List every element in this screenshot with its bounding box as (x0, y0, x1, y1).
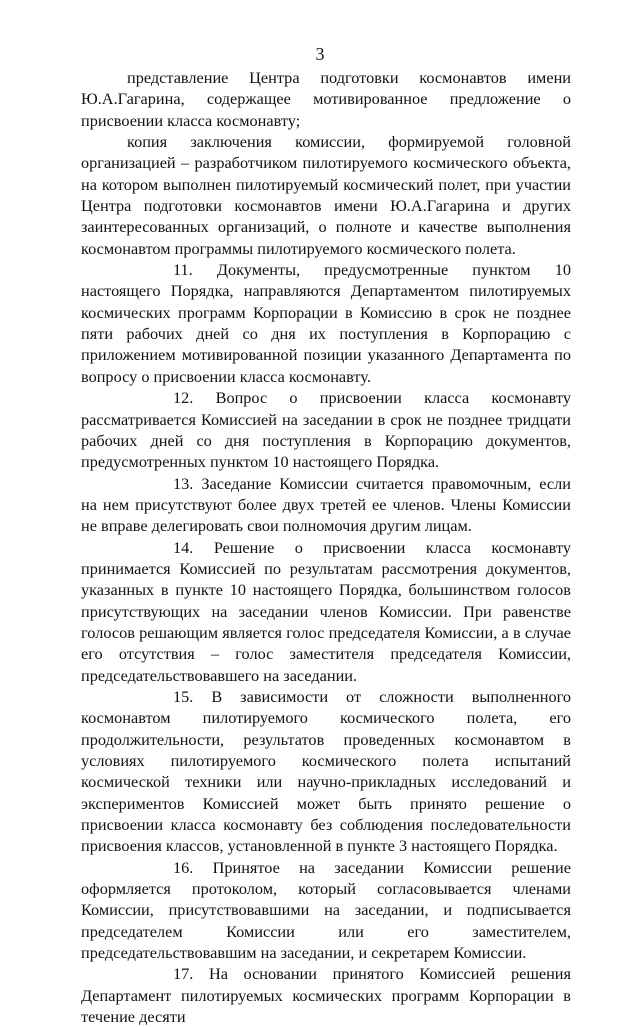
paragraph-item-13 (81, 473, 571, 537)
paragraph-text: В зависимости от сложности выполненного космонавтом пилотируемого космического полета, его продолжительности, результатов проведенных космонавтом в условиях пилотируемого космического полета испытаний космической техники или научно-прикладных исследований и экспериментов Комиссией может быть принято решение о присвоении класса космонавту без соблюдения последовательности присвоения классов, установленной в пункте 3 настоящего Порядка. (81, 686, 571, 856)
paragraph-item-12 (81, 387, 571, 472)
paragraph-text: На основании принятого Комиссией решения Департамент пилотируемых космических программ Корпорации в течение десяти (81, 964, 572, 1027)
item-number: 14. (173, 537, 194, 557)
paragraph-text: Вопрос о присвоении класса космонавту рассматривается Комиссией на заседании в срок не позднее тридцати рабочих дней со дня поступления в Корпорацию документов, предусмотренных пунктом 10 настоящего Порядка. (81, 388, 571, 472)
item-number: 16. (173, 857, 194, 877)
paragraph-item-17 (81, 963, 571, 1027)
paragraph-commission-copy (81, 131, 571, 259)
item-number: 13. (173, 473, 194, 493)
paragraph-text: Документы, предусмотренные пунктом 10 настоящего Порядка, направляются Департаментом пилотируемых космических программ Корпорации в Комиссию в срок не позднее пяти рабочих дней со дня их поступления в Корпорацию с приложением мотивированной позиции указанного Департамента по вопросу о присвоении класса космонавту. (81, 260, 571, 386)
item-number: 15. (173, 686, 194, 706)
paragraph-text: Решение о присвоении класса космонавту принимается Комиссией по результатам рассмотрения документов, указанных в пункте 10 настоящего Порядка, большинством голосов присутствующих на заседании членов Комиссии. При равенстве голосов решающим является голос председателя Комиссии, а в случае его отсутствия – голос заместителя председателя Комиссии, председательствовавшего на заседании. (81, 537, 571, 685)
document-body (81, 67, 571, 1027)
item-number: 12. (173, 388, 194, 408)
paragraph-text: Принятое на заседании Комиссии решение оформляется протоколом, который согласовывается членами Комиссии, присутствовавшими на заседании, и подписывается председателем Комиссии или его заместителем, председательствовавшим на заседании, и секретарем Комиссии. (81, 857, 571, 963)
paragraph-text: копия заключения комиссии, формируемой головной организацией – разработчиком пилотируемого космического объекта, на котором выполнен пилотируемый космический полет, при участии Центра подготовки космонавтов имени Ю.А.Гагарина и других заинтересованных организаций, о полноте и качестве выполнения космонавтом программы пилотируемого космического полета. (81, 132, 571, 258)
paragraph-text: представление Центра подготовки космонавтов имени Ю.А.Гагарина, содержащее мотивированное предложение о присвоении класса космонавту; (81, 68, 571, 130)
paragraph-item-14 (81, 537, 571, 686)
paragraph-text: Заседание Комиссии считается правомочным, если на нем присутствуют более двух третей ее членов. Члены Комиссии не вправе делегировать свои полномочия другим лицам. (81, 473, 571, 536)
page-number: 3 (315, 44, 325, 64)
paragraph-item-15 (81, 686, 571, 857)
item-number: 11. (173, 260, 193, 280)
paragraph-representation (81, 67, 571, 131)
item-number: 17. (173, 964, 194, 984)
paragraph-item-16 (81, 857, 571, 964)
paragraph-item-11 (81, 259, 571, 387)
